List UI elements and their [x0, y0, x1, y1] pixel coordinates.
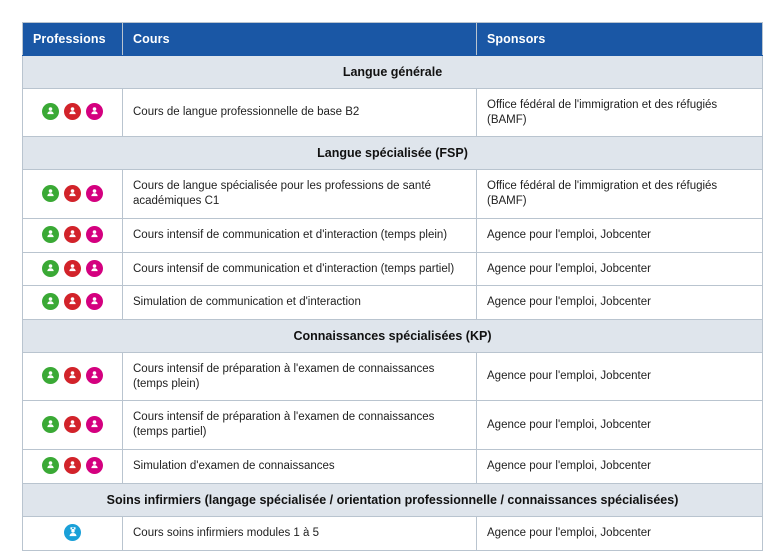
section-title: Langue générale: [23, 56, 763, 89]
sponsor-cell: Office fédéral de l'immigration et des réfugiés (BAMF): [477, 89, 763, 137]
person-red-icon: [64, 293, 81, 310]
badge-group: [64, 524, 81, 541]
sponsor-cell: Agence pour l'emploi, Jobcenter: [477, 353, 763, 401]
section-title: Connaissances spécialisées (KP): [23, 320, 763, 353]
person-magenta-icon: [86, 293, 103, 310]
person-red-icon: [64, 103, 81, 120]
section-header-row: [23, 320, 763, 353]
person-green-icon: [42, 367, 59, 384]
person-magenta-icon: [86, 416, 103, 433]
person-green-icon: [42, 226, 59, 243]
profession-badges-cell: [23, 170, 123, 218]
table-row: [23, 516, 763, 550]
section-title: Soins infirmiers (langage spécialisée / orientation professionnelle / connaissances spécialisées): [23, 483, 763, 516]
section-header-row: [23, 483, 763, 516]
sponsor-cell: Office fédéral de l'immigration et des réfugiés (BAMF): [477, 170, 763, 218]
course-name-cell: Cours de langue spécialisée pour les professions de santé académiques C1: [123, 170, 477, 218]
sponsor-cell: Agence pour l'emploi, Jobcenter: [477, 516, 763, 550]
badge-group: [42, 185, 103, 202]
course-name-cell: Cours intensif de communication et d'interaction (temps partiel): [123, 252, 477, 286]
badge-group: [42, 260, 103, 277]
person-magenta-icon: [86, 457, 103, 474]
badge-group: [42, 416, 103, 433]
badge-group: [42, 226, 103, 243]
person-magenta-icon: [86, 260, 103, 277]
table-header-row: [23, 23, 763, 56]
column-header-professions: Professions: [23, 23, 123, 56]
section-title: Langue spécialisée (FSP): [23, 137, 763, 170]
profession-badges-cell: [23, 449, 123, 483]
badge-group: [42, 457, 103, 474]
course-name-cell: Cours intensif de préparation à l'examen de connaissances (temps plein): [123, 353, 477, 401]
person-green-icon: [42, 293, 59, 310]
course-name-cell: Simulation d'examen de connaissances: [123, 449, 477, 483]
person-red-icon: [64, 226, 81, 243]
person-green-icon: [42, 457, 59, 474]
section-header-row: [23, 56, 763, 89]
person-magenta-icon: [86, 367, 103, 384]
column-header-course: Cours: [123, 23, 477, 56]
person-green-icon: [42, 260, 59, 277]
table-row: [23, 286, 763, 320]
badge-group: [42, 103, 103, 120]
badge-group: [42, 367, 103, 384]
person-red-icon: [64, 367, 81, 384]
nurse-blue-icon: [64, 524, 81, 541]
table-body: [23, 56, 763, 551]
course-name-cell: Cours intensif de préparation à l'examen de connaissances (temps partiel): [123, 401, 477, 449]
profession-badges-cell: [23, 218, 123, 252]
profession-badges-cell: [23, 401, 123, 449]
course-name-cell: Cours de langue professionnelle de base B2: [123, 89, 477, 137]
table-row: [23, 170, 763, 218]
person-magenta-icon: [86, 185, 103, 202]
table-row: [23, 353, 763, 401]
profession-badges-cell: [23, 516, 123, 550]
table-row: [23, 449, 763, 483]
course-name-cell: Cours soins infirmiers modules 1 à 5: [123, 516, 477, 550]
person-red-icon: [64, 260, 81, 277]
sponsor-cell: Agence pour l'emploi, Jobcenter: [477, 252, 763, 286]
profession-badges-cell: [23, 353, 123, 401]
table-row: [23, 218, 763, 252]
course-name-cell: Simulation de communication et d'interaction: [123, 286, 477, 320]
person-green-icon: [42, 416, 59, 433]
person-red-icon: [64, 457, 81, 474]
sponsor-cell: Agence pour l'emploi, Jobcenter: [477, 401, 763, 449]
course-offerings-table: [22, 22, 763, 551]
profession-badges-cell: [23, 286, 123, 320]
person-magenta-icon: [86, 226, 103, 243]
table-row: [23, 89, 763, 137]
person-green-icon: [42, 103, 59, 120]
person-magenta-icon: [86, 103, 103, 120]
table-row: [23, 401, 763, 449]
profession-badges-cell: [23, 252, 123, 286]
person-red-icon: [64, 185, 81, 202]
table-row: [23, 252, 763, 286]
profession-badges-cell: [23, 89, 123, 137]
sponsor-cell: Agence pour l'emploi, Jobcenter: [477, 286, 763, 320]
column-header-sponsors: Sponsors: [477, 23, 763, 56]
section-header-row: [23, 137, 763, 170]
person-green-icon: [42, 185, 59, 202]
badge-group: [42, 293, 103, 310]
sponsor-cell: Agence pour l'emploi, Jobcenter: [477, 449, 763, 483]
person-red-icon: [64, 416, 81, 433]
course-name-cell: Cours intensif de communication et d'interaction (temps plein): [123, 218, 477, 252]
sponsor-cell: Agence pour l'emploi, Jobcenter: [477, 218, 763, 252]
table-header: [23, 23, 763, 56]
